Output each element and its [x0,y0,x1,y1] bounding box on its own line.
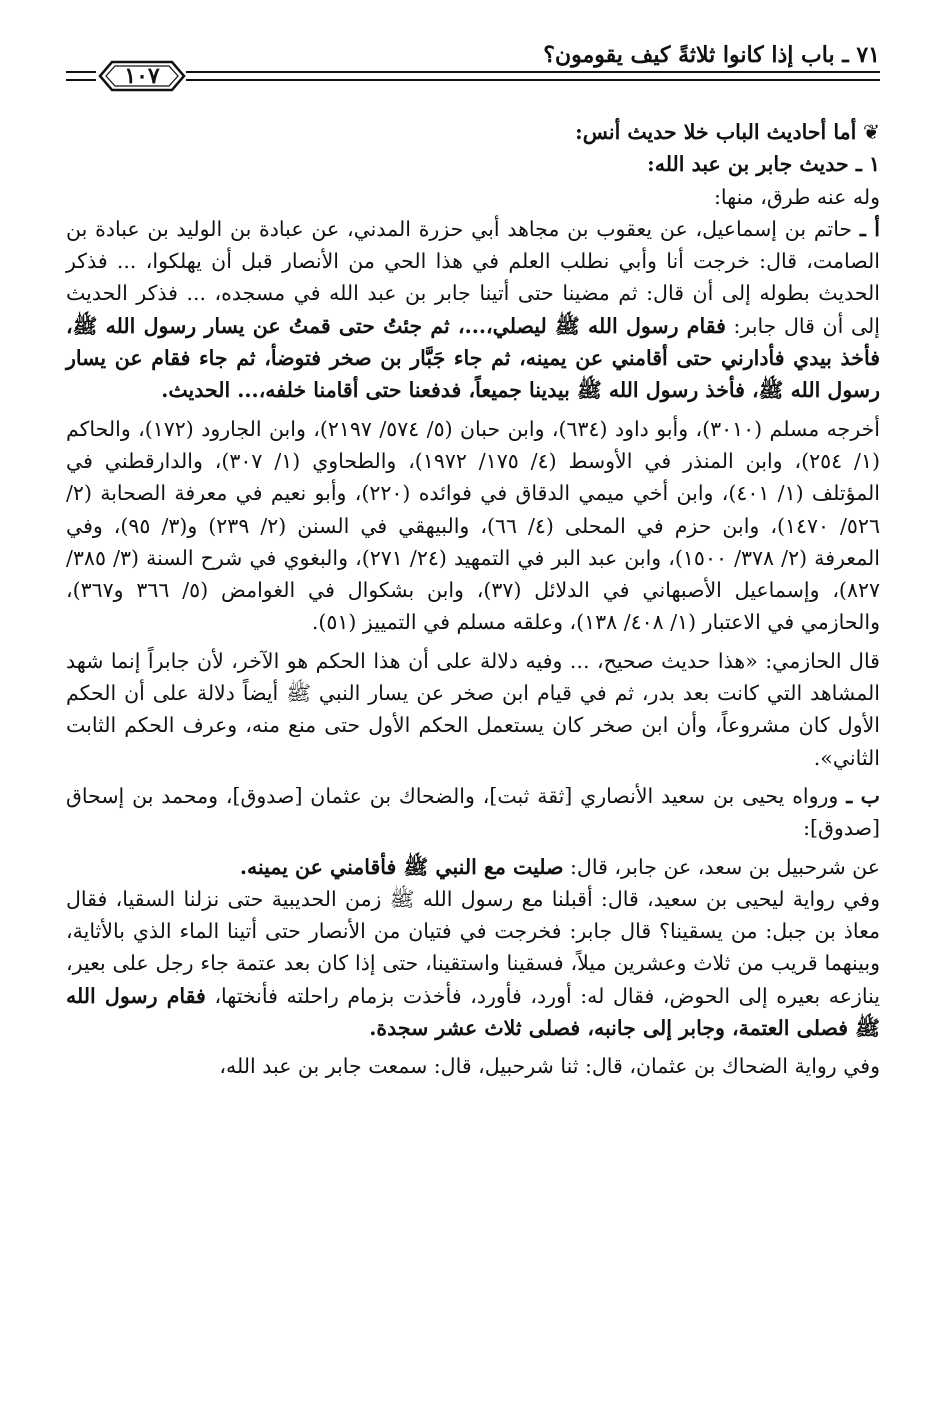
page-body [66,116,880,1083]
hazimi-quote: قال الحازمي: «هذا حديث صحيح، ... وفيه دلالة على أن هذا الحكم هو الآخر، لأن جابراً إنما شهد المشاهد التي كانت بعد بدر، ثم في قيام ابن صخر عن يسار النبي ﷺ أيضاً دلالة على أن الحكم الأول كان مشروعاً، وأن ابن صخر كان يستعمل الحكم الأول حتى منع منه، وعرف الحكم الثابت الثاني». [66,648,880,770]
narration-a-marker: أ ـ [859,216,880,241]
narration-b-hadith: صليت مع النبي ﷺ فأقامني عن يمينه. [239,854,564,879]
section1-heading: ١ ـ حديث جابر بن عبد الله: [647,152,880,177]
narration-b-paragraph [66,780,880,845]
header-rule-left [66,71,96,81]
chapter-title: ٧١ ـ باب إذا كانوا ثلاثةً كيف يقومون؟ [543,42,880,68]
yahya-narration-paragraph [66,883,880,1044]
page-number-badge [96,56,188,96]
yahya-narration-text: وفي رواية ليحيى بن سعيد، قال: أقبلنا مع رسول الله ﷺ زمن الحديبية حتى نزلنا السقيا، فقال معاذ بن جبل: من يسقينا؟ قال جابر: فخرجت في فتيان من الأنصار حتى أتينا الماء الذي بالأثاية، وبينهما قريب من ثلاث وعشرين ميلاً، فسقينا واستقينا، حتى إذا كان بعد عتمة جاء رجل على بعير، ينازعه بعيره إلى الحوض، فقال له: أورد، فأورد، فأخذت بزمام راحلته فأنختها، [66,886,880,1008]
takhrij-paragraph [66,413,880,639]
narration-b-marker: ب ـ [846,783,880,808]
intro-text: أما أحاديث الباب خلا حديث أنس: [575,120,857,144]
dahhak-narration-text: وفي رواية الضحاك بن عثمان، قال: ثنا شرحبيل، قال: سمعت جابر بن عبد الله، [219,1054,880,1079]
intro-paragraph [66,116,880,148]
section1-intro-paragraph [66,181,880,213]
section-heading [66,148,880,180]
narration-b-line: عن شرحبيل بن سعد، عن جابر، قال: [570,854,880,879]
narration-a-hadith: فقام رسول الله ﷺ ليصلي،...، ثم جئتُ حتى قمتُ عن يسار رسول الله ﷺ، فأخذ بيدي فأدارني حتى أقامني عن يمينه، ثم جاء جَبَّار بن صخر فتوضأ، ثم جاء فقام عن يسار رسول الله ﷺ، فأخذ رسول الله ﷺ بيدينا جميعاً، فدفعنا حتى أقامنا خلفه،... الحديث. [66,313,880,403]
page-header [66,30,880,102]
yahya-narration-hadith: فقام رسول الله ﷺ فصلى العتمة، وجابر إلى جانبه، فصلى ثلاث عشر سجدة. [66,983,880,1041]
narration-b-line-paragraph [66,851,880,883]
header-rule [186,71,880,81]
dahhak-narration-paragraph [66,1050,880,1082]
page-number: ١٠٧ [124,63,160,89]
takhrij-text: أخرجه مسلم (٣٠١٠)، وأبو داود (٦٣٤)، وابن حبان (٥/ ٥٧٤/ ٢١٩٧)، وابن الجارود (١٧٢)، والحاكم (١/ ٢٥٤)، وابن المنذر في الأوسط (٤/ ١٧٥/ ١٩٧٢)، والطحاوي (١/ ٣٠٧)، والدارقطني في المؤتلف (١/ ٤٠١)، وابن أخي ميمي الدقاق في فوائده (٢٢٠)، وأبو نعيم في معرفة الصحابة (٢/ ٥٢٦/ ١٤٧٠)، وابن حزم في المحلى (٤/ ٦٦)، والبيهقي في السنن (٢/ ٢٣٩) و(٣/ ٩٥)، وفي المعرفة (٢/ ٣٧٨/ ١٥٠٠)، وابن عبد البر في التمهيد (٢٤/ ٢٧١)، والبغوي في شرح السنة (٣/ ٣٨٥/ ٨٢٧)، وإسماعيل الأصبهاني في الدلائل (٣٧)، وابن بشكوال في الغوامض (٥/ ٣٦٦ و٣٦٧)، والحازمي في الاعتبار (١/ ٤٠٨/ ١٣٨)، وعلقه مسلم في التمييز (٥١). [66,416,880,635]
section1-intro: وله عنه طرق، منها: [713,184,880,209]
leaf-ornament-icon: ❦ [856,120,880,144]
narration-b-text: ورواه يحيى بن سعيد الأنصاري [ثقة ثبت]، والضحاك بن عثمان [صدوق]، ومحمد بن إسحاق [صدوق]: [66,783,880,841]
narration-a-paragraph [66,213,880,407]
narration-a-text: حاتم بن إسماعيل، عن يعقوب بن مجاهد أبي حزرة المدني، عن عبادة بن الوليد بن عبادة بن الصامت، قال: خرجت أنا وأبي نطلب العلم في هذا الحي من الأنصار قبل أن يهلكوا، ... فذكر الحديث بطوله إلى أن قال: ثم مضينا حتى أتينا جابر بن عبد الله في مسجده، ... فذكر الحديث إلى أن قال جابر: [66,216,880,338]
hazimi-paragraph [66,645,880,774]
